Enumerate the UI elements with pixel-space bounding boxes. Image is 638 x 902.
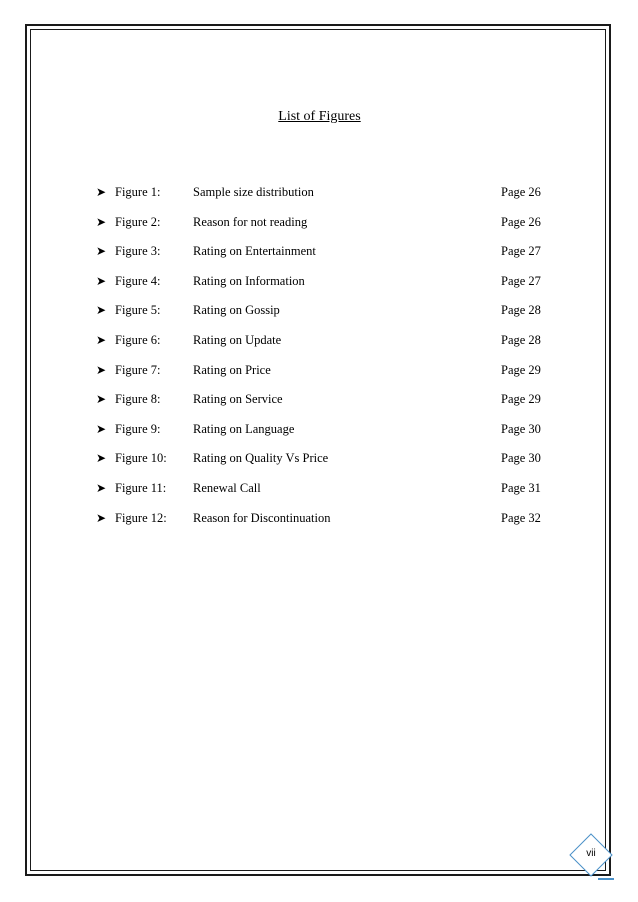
- figure-page: Page 30: [501, 451, 541, 466]
- figure-label: Figure 8:: [115, 392, 161, 407]
- figure-page: Page 28: [501, 303, 541, 318]
- figure-description: Reason for not reading: [193, 214, 308, 229]
- figure-label: Figure 1:: [115, 185, 161, 199]
- arrowhead-bullet-icon: ➤: [96, 421, 107, 436]
- figure-label: Figure 3:: [115, 244, 161, 259]
- figure-description: Renewal Call: [193, 480, 261, 495]
- list-item: [96, 242, 556, 272]
- page-title: [0, 108, 638, 126]
- figure-label: Figure 12:: [115, 510, 167, 525]
- figure-list: [96, 183, 556, 538]
- figure-page: Page 30: [501, 421, 541, 436]
- list-item: [96, 272, 556, 302]
- arrowhead-bullet-icon: ➤: [96, 362, 107, 377]
- list-item: [96, 213, 556, 243]
- figure-description: Rating on Price: [193, 362, 271, 377]
- list-item: [96, 331, 556, 361]
- figure-page: Page 27: [501, 244, 541, 259]
- figure-description: Rating on Information: [193, 273, 305, 288]
- figure-label: Figure 2:: [115, 214, 161, 229]
- list-item: [96, 449, 556, 479]
- arrowhead-bullet-icon: ➤: [96, 244, 107, 259]
- list-item: [96, 361, 556, 391]
- figure-label: Figure 9:: [115, 421, 161, 436]
- title-text: List of Figures: [278, 109, 361, 124]
- figure-page: Page 26: [501, 185, 541, 199]
- figure-label: Figure 6:: [115, 332, 161, 347]
- figure-label: Figure 4:: [115, 273, 161, 288]
- figure-page: Page 32: [501, 510, 541, 525]
- page-number: vii: [586, 848, 596, 859]
- list-item: [96, 390, 556, 420]
- arrowhead-bullet-icon: ➤: [96, 510, 107, 525]
- list-item: [96, 301, 556, 331]
- figure-page: Page 29: [501, 392, 541, 407]
- arrowhead-bullet-icon: ➤: [96, 332, 107, 347]
- arrowhead-bullet-icon: ➤: [96, 303, 107, 318]
- arrowhead-bullet-icon: ➤: [96, 185, 107, 199]
- list-item: [96, 420, 556, 450]
- figure-description: Rating on Entertainment: [193, 244, 316, 259]
- figure-description: Reason for Discontinuation: [193, 510, 331, 525]
- figure-page: Page 26: [501, 214, 541, 229]
- figure-label: Figure 5:: [115, 303, 161, 318]
- figure-page: Page 27: [501, 273, 541, 288]
- list-item: [96, 479, 556, 509]
- list-item: [96, 509, 556, 539]
- figure-page: Page 31: [501, 480, 541, 495]
- figure-page: Page 28: [501, 332, 541, 347]
- arrowhead-bullet-icon: ➤: [96, 273, 107, 288]
- figure-label: Figure 10:: [115, 451, 167, 466]
- figure-description: Rating on Gossip: [193, 303, 280, 318]
- arrowhead-bullet-icon: ➤: [96, 214, 107, 229]
- figure-page: Page 29: [501, 362, 541, 377]
- arrowhead-bullet-icon: ➤: [96, 451, 107, 466]
- list-item: [96, 183, 556, 213]
- figure-label: Figure 11:: [115, 480, 167, 495]
- figure-description: Rating on Update: [193, 332, 282, 347]
- figure-label: Figure 7:: [115, 362, 161, 377]
- figure-description: Rating on Language: [193, 421, 295, 436]
- arrowhead-bullet-icon: ➤: [96, 392, 107, 407]
- arrowhead-bullet-icon: ➤: [96, 480, 107, 495]
- figure-description: Rating on Service: [193, 392, 283, 407]
- figure-description: Rating on Quality Vs Price: [193, 451, 329, 466]
- figure-description: Sample size distribution: [193, 185, 314, 199]
